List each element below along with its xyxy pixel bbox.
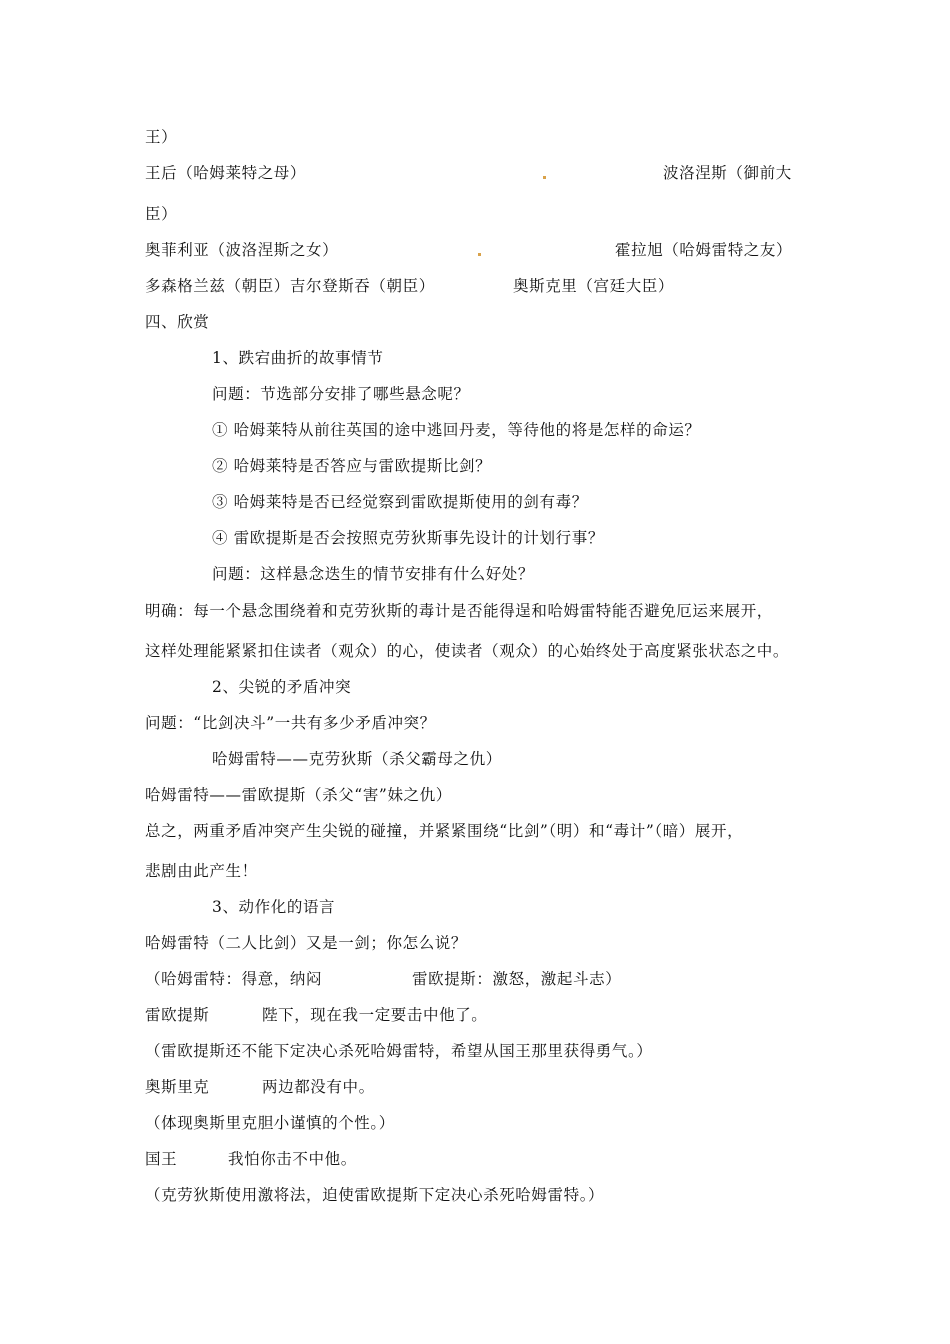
section-heading: 四、欣赏 xyxy=(145,313,210,331)
annotation-line: 雷欧提斯：激怒，激起斗志） xyxy=(412,970,622,988)
conflict-line: 哈姆雷特——克劳狄斯（杀父霸母之仇） xyxy=(212,750,502,768)
question-line: 问题：这样悬念迭生的情节安排有什么好处？ xyxy=(212,565,535,583)
subsection-heading: 1、跌宕曲折的故事情节 xyxy=(212,349,384,367)
character-ophelia: 奥菲利亚（波洛涅斯之女） xyxy=(145,241,339,259)
speaker-name: 雷欧提斯 xyxy=(145,1006,210,1024)
dialogue-line: 我怕你击不中他。 xyxy=(228,1150,357,1168)
dialogue-line: 陛下，现在我一定要击中他了。 xyxy=(262,1006,488,1024)
paragraph-line: 悲剧由此产生！ xyxy=(145,862,258,880)
annotation-line: （体现奥斯里克胆小谨慎的个性。） xyxy=(145,1114,395,1132)
paragraph-line: 这样处理能紧紧扣住读者（观众）的心，使读者（观众）的心始终处于高度紧张状态之中。 xyxy=(145,642,790,660)
speaker-name: 奥斯里克 xyxy=(145,1078,210,1096)
speaker-name: 国王 xyxy=(145,1150,178,1168)
character-courtiers: 多森格兰兹（朝臣）吉尔登斯吞（朝臣） xyxy=(145,277,435,295)
list-item: ③ 哈姆莱特是否已经觉察到雷欧提斯使用的剑有毒？ xyxy=(212,493,588,511)
question-line: 问题：“比剑决斗”一共有多少矛盾冲突？ xyxy=(145,714,436,732)
annotation-line: （克劳狄斯使用激将法，迫使雷欧提斯下定决心杀死哈姆雷特。） xyxy=(145,1186,605,1204)
character-osric: 奥斯克里（宫廷大臣） xyxy=(513,277,675,295)
dialogue-line: 两边都没有中。 xyxy=(262,1078,375,1096)
text-line: 王） xyxy=(145,128,178,146)
subsection-heading: 3、动作化的语言 xyxy=(212,898,336,916)
paragraph-line: 总之，两重矛盾冲突产生尖锐的碰撞，并紧紧围绕“比剑”（明）和“毒计”（暗）展开， xyxy=(145,822,744,840)
conflict-line: 哈姆雷特——雷欧提斯（杀父“害”妹之仇） xyxy=(145,786,452,804)
paragraph-line: 明确：每一个悬念围绕着和克劳狄斯的毒计是否能得逞和哈姆雷特能否避免厄运来展开， xyxy=(145,602,773,620)
character-polonius: 波洛涅斯（御前大 xyxy=(663,164,792,182)
list-item: ① 哈姆莱特从前往英国的途中逃回丹麦，等待他的将是怎样的命运？ xyxy=(212,421,701,439)
annotation-line: （哈姆雷特：得意，纳闷 xyxy=(145,970,323,988)
character-horatio: 霍拉旭（哈姆雷特之友） xyxy=(615,241,793,259)
annotation-line: （雷欧提斯还不能下定决心杀死哈姆雷特，希望从国王那里获得勇气。） xyxy=(145,1042,653,1060)
speck-mark xyxy=(543,176,546,179)
character-queen: 王后（哈姆莱特之母） xyxy=(145,164,307,182)
speck-mark xyxy=(478,253,481,256)
list-item: ② 哈姆莱特是否答应与雷欧提斯比剑？ xyxy=(212,457,492,475)
subsection-heading: 2、尖锐的矛盾冲突 xyxy=(212,678,352,696)
question-line: 问题：节选部分安排了哪些悬念呢？ xyxy=(212,385,470,403)
dialogue-line: 哈姆雷特（二人比剑）又是一剑；你怎么说？ xyxy=(145,934,468,952)
text-line: 臣） xyxy=(145,205,178,223)
list-item: ④ 雷欧提斯是否会按照克劳狄斯事先设计的计划行事？ xyxy=(212,529,604,547)
